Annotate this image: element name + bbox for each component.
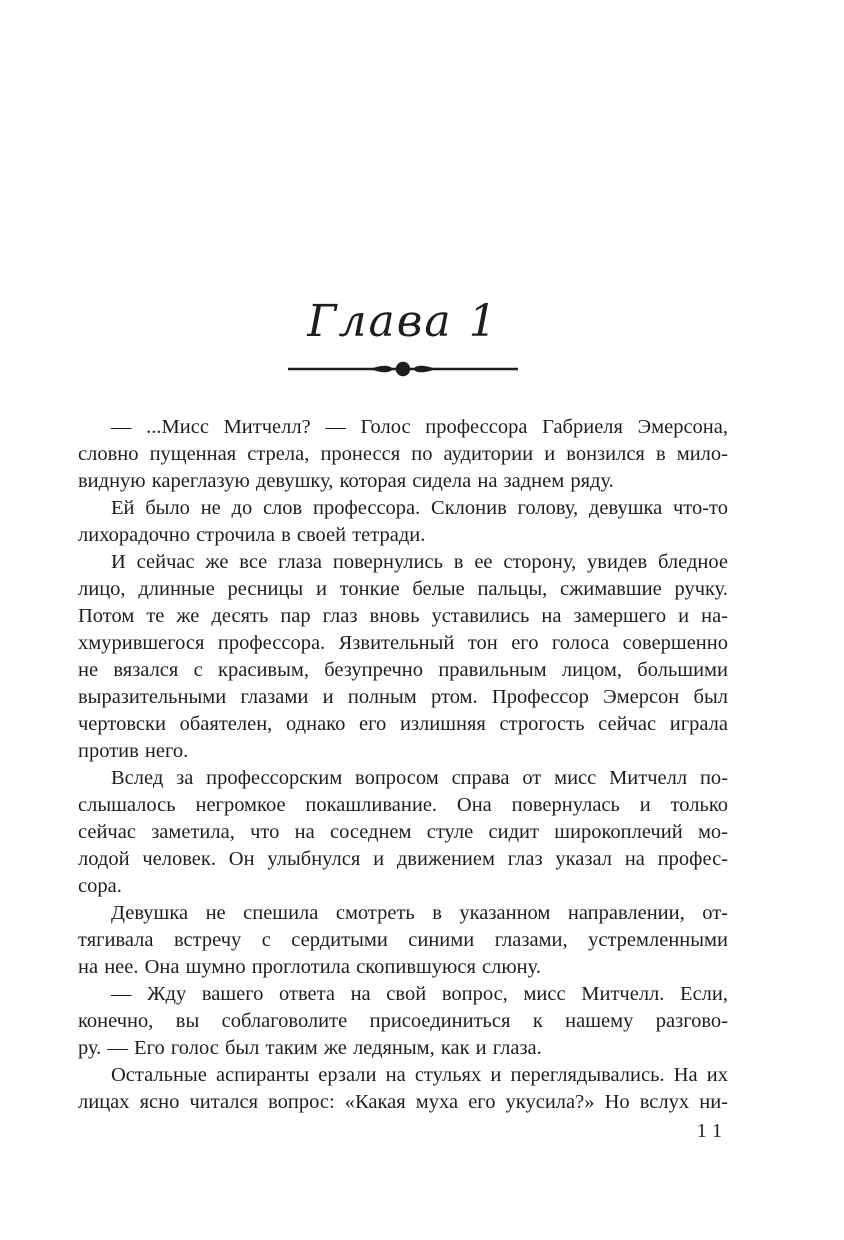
text-line: ру. — Его голос был таким же ледяным, как и глаза. xyxy=(78,1037,542,1059)
body-text xyxy=(78,414,728,1116)
text-line: против него. xyxy=(78,740,189,762)
chapter-title: Глава 1 xyxy=(307,296,499,347)
text-line: Вслед за профессорским вопросом справа от мисс Митчелл по- xyxy=(111,767,728,789)
text-line: — Жду вашего ответа на свой вопрос, мисс Митчелл. Если, xyxy=(111,983,728,1005)
text-line: слышалось негромкое покашливание. Она повернулась и только xyxy=(78,794,728,816)
text-line: Потом те же десять пар глаз вновь уставились на замершего и на- xyxy=(78,605,728,627)
text-line: конечно, вы соблаговолите присоединиться к нашему разгово- xyxy=(78,1010,728,1032)
text-line: чертовски обаятелен, однако его излишняя строгость сейчас играла xyxy=(78,713,728,735)
text-line: выразительными глазами и полным ртом. Профессор Эмерсон был xyxy=(78,686,728,708)
text-line: Ей было не до слов профессора. Склонив голову, девушка что-то xyxy=(111,497,728,519)
text-line: лихорадочно строчила в своей тетради. xyxy=(78,524,426,546)
text-line: словно пущенная стрела, пронесся по аудитории и вонзился в мило- xyxy=(78,443,728,465)
text-line: на нее. Она шумно проглотила скопившуюся слюну. xyxy=(78,956,541,978)
text-line: И сейчас же все глаза повернулись в ее сторону, увидев бледное xyxy=(111,551,728,573)
text-line: сейчас заметила, что на соседнем стуле сидит широкоплечий мо- xyxy=(78,821,728,843)
text-line: тягивала встречу с сердитыми синими глазами, устремленными xyxy=(78,929,728,951)
text-line: — ...Мисс Митчелл? — Голос профессора Габриеля Эмерсона, xyxy=(111,416,728,438)
text-line: хмурившегося профессора. Язвительный тон его голоса совершенно xyxy=(78,632,728,654)
chapter-divider xyxy=(78,360,728,378)
text-line: не вязался с красивым, безупречно правильным лицом, большими xyxy=(78,659,728,681)
text-line: Девушка не спешила смотреть в указанном направлении, от- xyxy=(111,902,728,924)
page-number: 11 xyxy=(696,1120,728,1142)
text-line: сора. xyxy=(78,875,122,897)
text-line: лицах ясно читался вопрос: «Какая муха его укусила?» Но вслух ни- xyxy=(78,1091,728,1113)
text-line: Остальные аспиранты ерзали на стульях и переглядывались. На их xyxy=(111,1064,728,1086)
divider-ornament-icon xyxy=(288,360,518,378)
text-line: видную кареглазую девушку, которая сидела на заднем ряду. xyxy=(78,470,614,492)
text-line: лицо, длинные ресницы и тонкие белые пальцы, сжимавшие ручку. xyxy=(78,578,728,600)
text-line: лодой человек. Он улыбнулся и движением глаз указал на профес- xyxy=(78,848,728,870)
